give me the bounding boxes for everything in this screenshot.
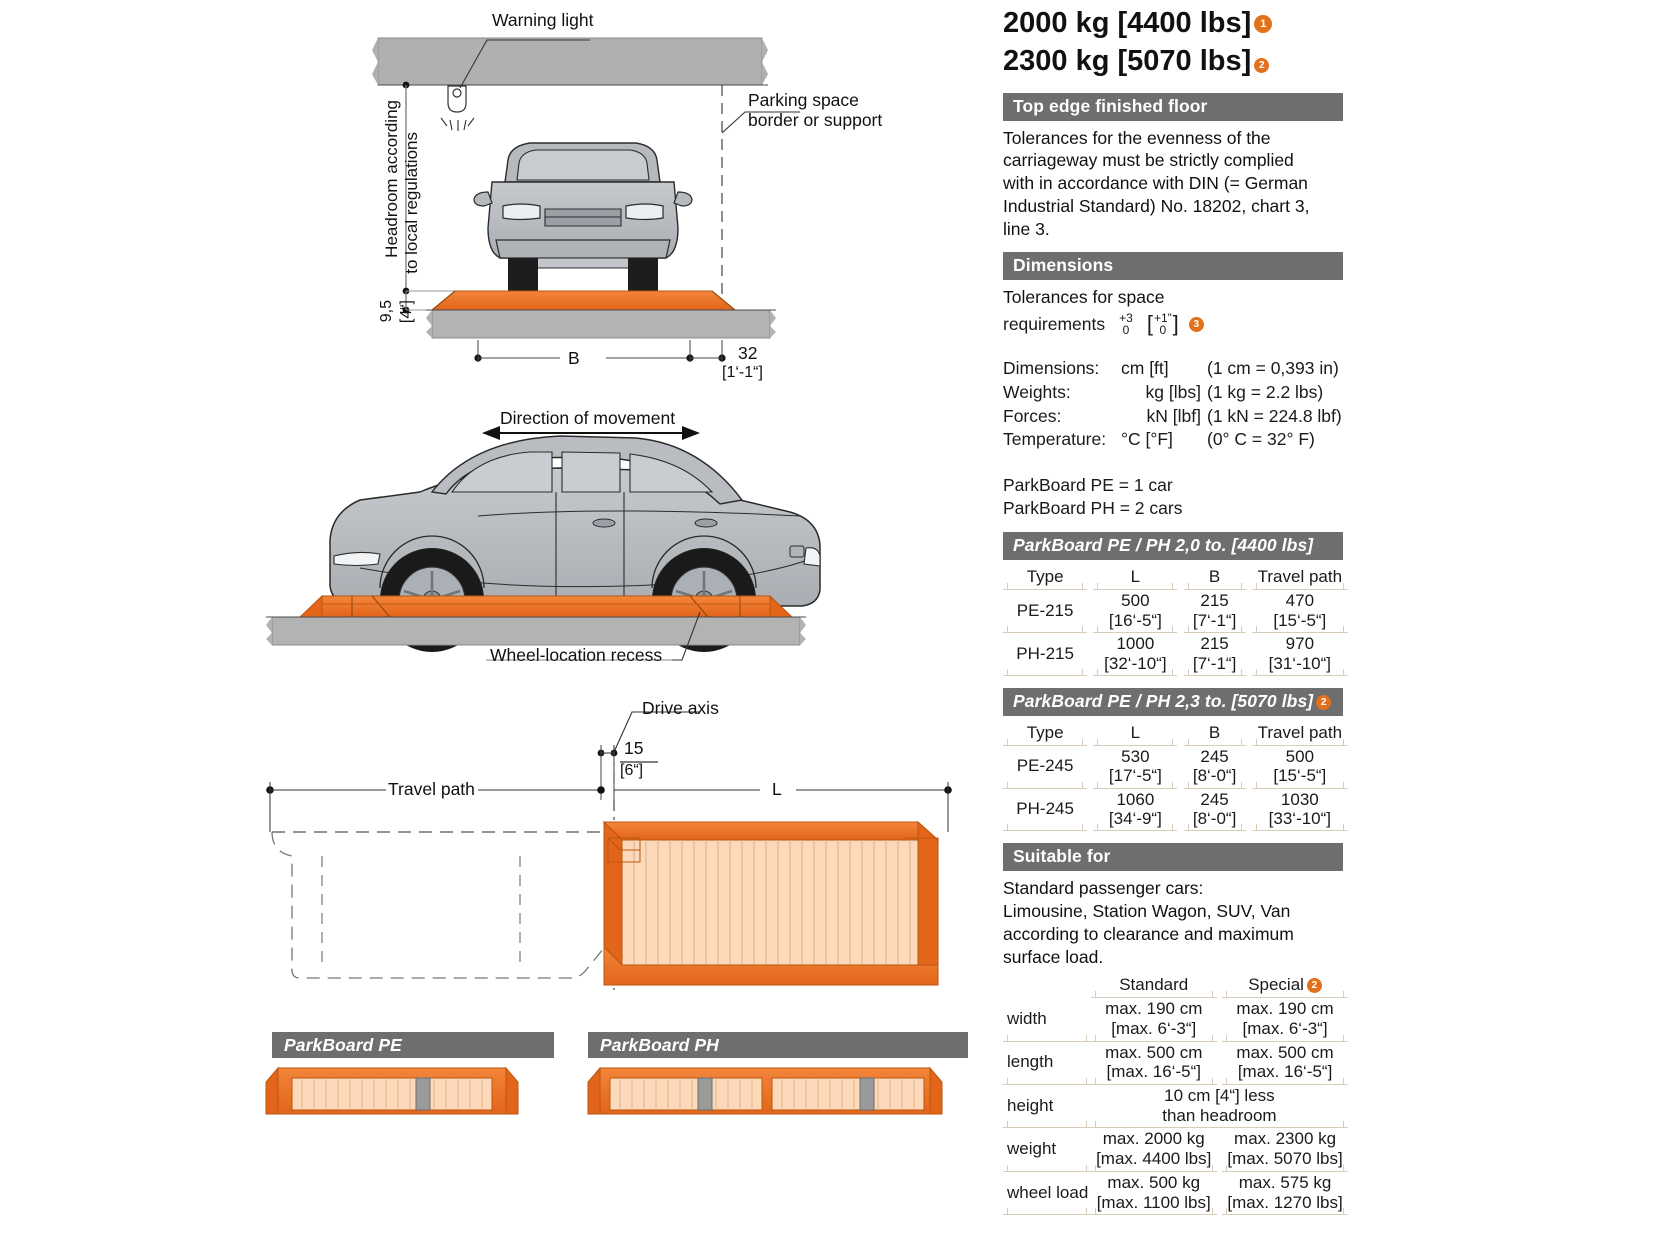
label-drive-axis: Drive axis: [642, 698, 719, 718]
cell-length-special-cm: max. 500 cm: [1236, 1042, 1334, 1062]
spec-table-23: [1003, 722, 1348, 832]
cell-weight-standard: [1091, 1128, 1217, 1171]
tolerance-label-line2: requirements: [1003, 313, 1106, 334]
unit-conversion-grid: [1003, 357, 1673, 452]
parkboard-capacity-notes: [1003, 474, 1673, 520]
unit-name-0: Dimensions:: [1003, 358, 1100, 379]
col-l: L: [1093, 566, 1177, 590]
table-row: [1003, 788, 1348, 831]
table-row: [1003, 1041, 1348, 1084]
cell-wheel-load-special-lbs: [max. 1270 lbs]: [1227, 1192, 1343, 1212]
row-label-height: height: [1003, 1085, 1091, 1128]
label-travel-path: Travel path: [388, 779, 475, 799]
platform-front-view: [432, 291, 735, 310]
row-label-width: width: [1003, 998, 1091, 1041]
top-edge-body: [1003, 127, 1673, 241]
unit-conversion-1: (1 kg = 2.2 lbs): [1207, 381, 1324, 402]
label-parking-border-line2: border or support: [748, 110, 883, 130]
cell-b: [1184, 633, 1246, 676]
cell-l-cm: 500: [1121, 591, 1150, 611]
cell-b-ft: [7‘-1“]: [1192, 610, 1237, 630]
cell-wheel-load-standard-kg: max. 500 kg: [1107, 1172, 1201, 1192]
cell-l-ft: [34‘-9“]: [1108, 809, 1162, 829]
tolerance-label-line1: Tolerances for space: [1003, 287, 1165, 308]
col-b: B: [1184, 722, 1246, 746]
unit-symbol-2: kN [lbf]: [1146, 405, 1201, 426]
cell-length-standard: [1091, 1041, 1217, 1084]
unit-conversion-2: (1 kN = 224.8 lbf): [1207, 405, 1342, 426]
cell-l-cm: 1060: [1116, 789, 1155, 809]
cell-travel-ft: [31‘-10“]: [1268, 653, 1332, 673]
row-label-wheel-load: wheel load: [1003, 1171, 1091, 1214]
heading-suitable-for: Suitable for: [1003, 843, 1343, 871]
cell-travel-cm: 1030: [1280, 789, 1319, 809]
section-title-pe: ParkBoard PE: [272, 1032, 554, 1058]
bracket-open: [: [1146, 311, 1153, 337]
heading-top-edge-finished-floor: Top edge finished floor: [1003, 93, 1343, 121]
label-length-l: L: [772, 779, 782, 799]
unit-symbol-0: cm [ft]: [1121, 358, 1169, 379]
footnote-badge-2: 2: [1254, 58, 1269, 73]
cell-travel: [1252, 745, 1348, 788]
tolerance-inches: [1147, 311, 1179, 337]
cell-b-ft: [7‘-1“]: [1192, 653, 1237, 673]
cell-wheel-load-standard: [1091, 1171, 1217, 1214]
tolerance-cm-upper: +3: [1119, 310, 1133, 325]
cell-b: [1184, 788, 1246, 831]
cell-travel-cm: 970: [1285, 634, 1315, 654]
cell-weight-standard-lbs: [max. 4400 lbs]: [1096, 1149, 1212, 1169]
label-headroom-line2: to local regulations: [402, 132, 421, 274]
table-row-header: [1003, 722, 1348, 746]
label-platform-height-cm: 9,5: [378, 300, 395, 323]
cell-travel: [1252, 633, 1348, 676]
heading-table-23: [1003, 688, 1343, 716]
cell-b-cm: 215: [1200, 591, 1229, 611]
cell-l-ft: [16‘-5“]: [1108, 610, 1162, 630]
cell-wheel-load-special-kg: max. 575 kg: [1238, 1172, 1332, 1192]
section-title-ph: ParkBoard PH: [588, 1032, 968, 1058]
label-direction-of-movement: Direction of movement: [500, 408, 676, 428]
label-warning-light: Warning light: [492, 10, 594, 30]
cell-type: PE-245: [1003, 745, 1087, 788]
suitable-line-2: Limousine, Station Wagon, SUV, Van: [1003, 901, 1291, 922]
cell-travel-ft: [15‘-5“]: [1273, 610, 1327, 630]
table-row: [1003, 1171, 1348, 1214]
cell-l: [1093, 590, 1177, 633]
cell-weight-standard-kg: max. 2000 kg: [1102, 1129, 1205, 1149]
suitable-spec-table: [1003, 974, 1348, 1215]
cell-travel: [1252, 590, 1348, 633]
cell-b-cm: 245: [1200, 789, 1229, 809]
specification-column: [1003, 0, 1673, 1255]
table-row: [1003, 1128, 1348, 1171]
cell-width-special: [1222, 998, 1348, 1041]
col-type: Type: [1003, 566, 1087, 590]
label-wheel-location-recess: Wheel-location recess: [490, 645, 663, 665]
unit-conversion-3: (0° C = 32° F): [1207, 429, 1315, 450]
table-row-header: [1003, 974, 1348, 997]
cell-b: [1184, 745, 1246, 788]
heading-dimensions: Dimensions: [1003, 252, 1343, 280]
floor-slab-side: [266, 617, 806, 645]
col-b: B: [1184, 566, 1246, 590]
top-edge-line-4: Industrial Standard) No. 18202, chart 3,: [1003, 195, 1310, 216]
top-edge-line-3: with in accordance with DIN (= German: [1003, 173, 1308, 194]
cell-travel-cm: 470: [1285, 591, 1315, 611]
label-offset-cm: 15: [624, 738, 644, 758]
cell-height-line2: than headroom: [1162, 1105, 1277, 1125]
top-edge-line-1: Tolerances for the evenness of the: [1003, 127, 1271, 148]
capacity-line-2: [1003, 42, 1673, 80]
cell-b: [1184, 590, 1246, 633]
heading-table-23-text: ParkBoard PE / PH 2,3 to. [5070 lbs]: [1013, 690, 1314, 711]
platform-plan-view: [604, 822, 938, 985]
footnote-badge-3: 3: [1189, 317, 1204, 332]
label-offset-in: [6“]: [620, 762, 644, 779]
cell-l-cm: 1000: [1116, 634, 1155, 654]
cell-l-cm: 530: [1121, 746, 1150, 766]
bracket-close: ]: [1172, 311, 1179, 337]
col-blank: [1003, 974, 1091, 997]
unit-symbol-1: kg [lbs]: [1145, 381, 1201, 402]
cell-b-cm: 245: [1200, 746, 1229, 766]
unit-conversion-0: (1 cm = 0,393 in): [1207, 358, 1339, 379]
spec-table-20: [1003, 566, 1348, 676]
table-row: [1003, 745, 1348, 788]
table-row: [1003, 590, 1348, 633]
cell-length-standard-cm: max. 500 cm: [1105, 1042, 1203, 1062]
cell-l-ft: [32‘-10“]: [1104, 653, 1167, 673]
cell-travel-ft: [33‘-10“]: [1268, 809, 1332, 829]
suitable-line-1: Standard passenger cars:: [1003, 878, 1204, 899]
suitable-line-4: surface load.: [1003, 946, 1104, 967]
unit-name-2: Forces:: [1003, 405, 1062, 426]
cell-l: [1093, 788, 1177, 831]
ceiling-slab: [372, 38, 768, 85]
cell-type: PH-215: [1003, 633, 1087, 676]
cell-travel-ft: [15‘-5“]: [1273, 766, 1327, 786]
col-l: L: [1093, 722, 1177, 746]
cell-b-cm: 215: [1200, 634, 1229, 654]
cell-width-standard-cm: max. 190 cm: [1105, 999, 1203, 1019]
capacity-value-1: 2000 kg [4400 lbs]: [1003, 7, 1252, 39]
cell-b-ft: [8‘-0“]: [1192, 809, 1237, 829]
cell-length-special-ft: [max. 16‘-5“]: [1237, 1062, 1333, 1082]
parkboard-note-ph: ParkBoard PH = 2 cars: [1003, 498, 1183, 519]
label-width-b: B: [568, 348, 580, 368]
cell-weight-special: [1222, 1128, 1348, 1171]
footnote-badge-table-23: 2: [1316, 695, 1331, 710]
heading-table-20: ParkBoard PE / PH 2,0 to. [4400 lbs]: [1003, 532, 1343, 560]
tolerance-cm: [1119, 312, 1133, 336]
capacity-line-1: [1003, 4, 1673, 42]
tolerance-in: [1154, 312, 1172, 336]
row-label-weight: weight: [1003, 1128, 1091, 1171]
col-standard: Standard: [1091, 974, 1217, 997]
cell-l: [1093, 633, 1177, 676]
cell-height-line1: 10 cm [4“] less: [1164, 1086, 1275, 1105]
table-row: [1003, 998, 1348, 1041]
cell-width-special-ft: [max. 6‘-3“]: [1242, 1018, 1328, 1038]
cell-type: PH-245: [1003, 788, 1087, 831]
col-travel-path: Travel path: [1252, 566, 1348, 590]
cell-type: PE-215: [1003, 590, 1087, 633]
tolerance-in-upper: +1”: [1153, 310, 1172, 325]
cell-width-standard: [1091, 998, 1217, 1041]
cell-length-standard-ft: [max. 16‘-5“]: [1106, 1062, 1201, 1082]
table-row: [1003, 633, 1348, 676]
col-type: Type: [1003, 722, 1087, 746]
cell-b-ft: [8‘-0“]: [1192, 766, 1237, 786]
section-view-ph: [588, 1068, 942, 1114]
capacity-value-2: 2300 kg [5070 lbs]: [1003, 45, 1252, 78]
label-platform-height-in: [4“]: [398, 300, 415, 324]
travel-path-outline: [272, 832, 604, 978]
top-edge-line-2: carriageway must be strictly complied: [1003, 150, 1294, 171]
col-special-text: Special: [1248, 975, 1304, 995]
col-special: [1222, 974, 1348, 997]
table-row-header: [1003, 566, 1348, 590]
footnote-badge-special: 2: [1307, 978, 1322, 993]
cell-wheel-load-standard-lbs: [max. 1100 lbs]: [1096, 1192, 1211, 1212]
label-edge-cm: 32: [738, 343, 758, 363]
footnote-badge-1: 1: [1254, 15, 1272, 33]
cell-weight-special-lbs: [max. 5070 lbs]: [1227, 1149, 1343, 1169]
b-dimension: [474, 340, 693, 362]
tolerance-cm-lower: 0: [1122, 323, 1130, 338]
cell-wheel-load-special: [1222, 1171, 1348, 1214]
unit-name-1: Weights:: [1003, 381, 1071, 402]
tolerance-row: [1003, 311, 1673, 337]
top-edge-line-5: line 3.: [1003, 218, 1050, 239]
parkboard-note-pe: ParkBoard PE = 1 car: [1003, 475, 1173, 496]
floor-slab-front: [426, 310, 776, 338]
cell-width-special-cm: max. 190 cm: [1236, 999, 1334, 1019]
suitable-line-3: according to clearance and maximum: [1003, 923, 1294, 944]
unit-symbol-3: °C [°F]: [1121, 429, 1173, 450]
cell-l: [1093, 745, 1177, 788]
tolerance-in-lower: 0: [1159, 323, 1167, 338]
edge-dimension: [690, 340, 726, 362]
row-label-length: length: [1003, 1041, 1091, 1084]
cell-travel: [1252, 788, 1348, 831]
cell-l-ft: [17‘-5“]: [1108, 766, 1162, 786]
label-edge-in: [1‘-1“]: [722, 364, 763, 381]
label-parking-border-line1: Parking space: [748, 90, 859, 110]
cell-travel-cm: 500: [1285, 746, 1315, 766]
table-row-height: [1003, 1085, 1348, 1128]
suitable-body: [1003, 877, 1673, 968]
label-headroom-line1: Headroom according: [382, 100, 401, 258]
cell-weight-special-kg: max. 2300 kg: [1234, 1129, 1337, 1149]
platform-side-view: [300, 596, 792, 617]
cell-length-special: [1222, 1041, 1348, 1084]
section-view-pe: [266, 1068, 518, 1114]
col-travel-path: Travel path: [1252, 722, 1348, 746]
cell-height-span: [1091, 1085, 1348, 1128]
unit-name-3: Temperature:: [1003, 429, 1107, 450]
cell-width-standard-ft: [max. 6‘-3“]: [1111, 1018, 1197, 1038]
car-front-view: [474, 143, 692, 300]
